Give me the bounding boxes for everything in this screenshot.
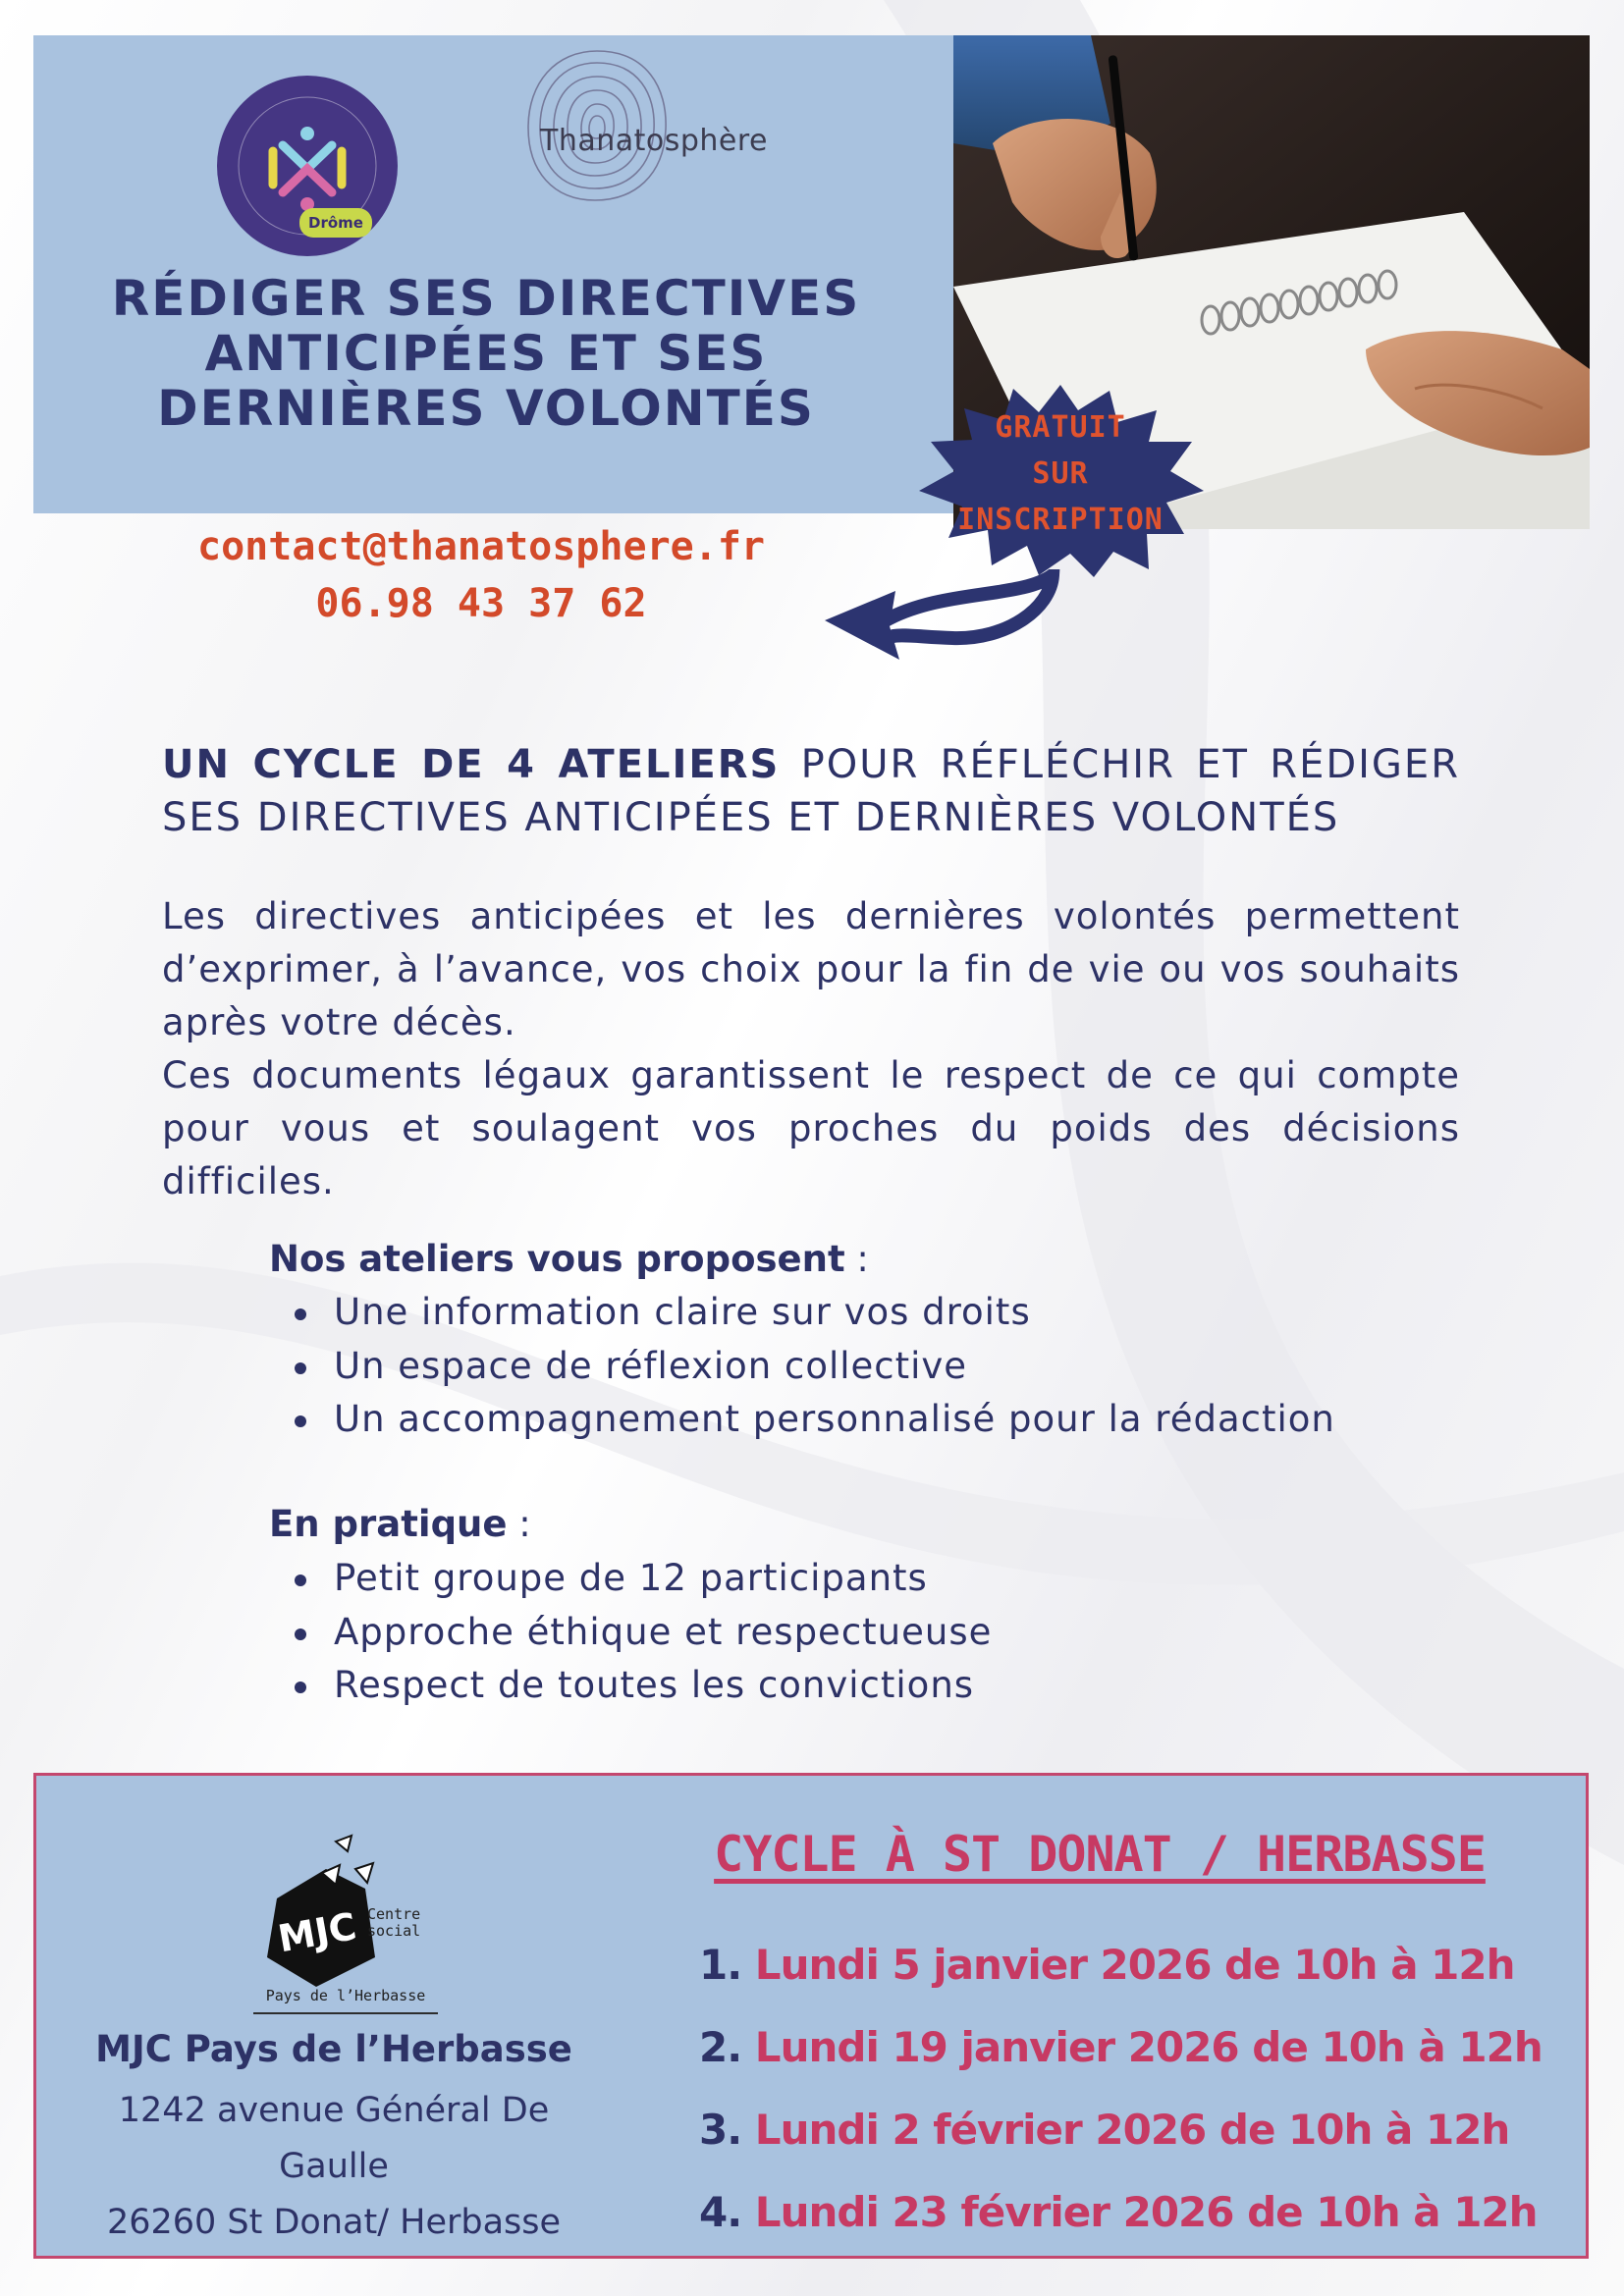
ateliers-list <box>291 1286 1335 1447</box>
session-text: Lundi 23 février 2026 de 10h à 12h <box>741 2188 1538 2236</box>
ateliers-heading <box>269 1233 869 1286</box>
badge-line: SUR <box>1032 456 1089 491</box>
session-text: Lundi 5 janvier 2026 de 10h à 12h <box>741 1941 1515 1989</box>
title-line: DERNIÈRES VOLONTÉS <box>157 380 815 437</box>
paragraph-line: difficiles. <box>162 1160 335 1202</box>
drome-badge: Drôme <box>299 208 372 238</box>
address-line: 1242 avenue Général De Gaulle <box>118 2091 550 2186</box>
session-number: 1. <box>699 1941 742 1989</box>
ateliers-heading-suffix: : <box>844 1238 869 1280</box>
intro-bold: UN CYCLE DE 4 ATELIERS <box>162 742 781 787</box>
pratique-list <box>291 1552 992 1713</box>
paragraph-line: après votre décès. <box>162 1001 516 1043</box>
session-number: 3. <box>699 2106 742 2154</box>
list-item: Une information claire sur vos droits <box>291 1286 1335 1340</box>
paragraph-1 <box>162 890 1460 1049</box>
list-item: Un espace de réflexion collective <box>291 1340 1335 1394</box>
contact-phone[interactable]: 06.98 43 37 62 <box>315 581 647 626</box>
session-date <box>699 2089 1543 2171</box>
session-number: 4. <box>699 2188 742 2236</box>
session-date <box>699 1924 1543 2006</box>
mjc-logo-mark: MJC <box>274 1904 360 1961</box>
centre-label: Centre <box>367 1905 421 1923</box>
session-text: Lundi 2 février 2026 de 10h à 12h <box>741 2106 1510 2154</box>
session-date <box>699 2006 1543 2089</box>
ateliers-heading-bold: Nos ateliers vous proposent <box>269 1238 845 1280</box>
centre-social-label <box>367 1906 420 1940</box>
pratique-heading-suffix: : <box>507 1503 531 1545</box>
contact-block <box>137 518 825 632</box>
mjc-name: MJC Pays de l’Herbasse <box>95 2028 572 2070</box>
pratique-heading <box>269 1498 531 1551</box>
list-item: Approche éthique et respectueuse <box>291 1606 992 1660</box>
title-line: RÉDIGER SES DIRECTIVES <box>111 270 861 327</box>
list-item: Un accompagnement personnalisé pour la rédaction <box>291 1393 1335 1447</box>
paragraph-2 <box>162 1049 1460 1208</box>
title-line: ANTICIPÉES ET SES <box>204 325 768 382</box>
paragraph-line: d’exprimer, à l’avance, vos choix pour la fin de vie ou vos souhaits <box>162 948 1460 990</box>
session-date <box>699 2171 1543 2254</box>
social-label: social <box>367 1922 421 1940</box>
mjc-logo-subtitle: Pays de l’Herbasse <box>265 1987 426 2004</box>
intro-line-1 <box>162 738 1460 791</box>
list-item: Respect de toutes les convictions <box>291 1659 992 1713</box>
intro-line-2: SES DIRECTIVES ANTICIPÉES ET DERNIÈRES VOLONTÉS <box>162 795 1340 840</box>
contact-email[interactable]: contact@thanatosphere.fr <box>197 524 765 569</box>
list-item: Petit groupe de 12 participants <box>291 1552 992 1606</box>
paragraph-line: Les directives anticipées et les dernières volontés permettent <box>162 895 1460 937</box>
paragraph-line: pour vous et soulagent vos proches du poids des décisions <box>162 1107 1460 1149</box>
intro-rest: POUR RÉFLÉCHIR ET RÉDIGER <box>780 742 1460 787</box>
main-title <box>59 271 913 436</box>
paragraph-line: Ces documents légaux garantissent le respect de ce qui compte <box>162 1054 1460 1096</box>
session-text: Lundi 19 janvier 2026 de 10h à 12h <box>741 2023 1543 2071</box>
address-line: 26260 St Donat/ Herbasse <box>106 2203 562 2242</box>
badge-line: INSCRIPTION <box>957 503 1164 537</box>
session-number: 2. <box>699 2023 742 2071</box>
mjc-logo-underline <box>253 2012 438 2014</box>
badge-line: GRATUIT <box>995 410 1126 445</box>
cycle-title: CYCLE À ST DONAT / HERBASSE <box>714 1826 1486 1883</box>
pratique-heading-bold: En pratique <box>269 1503 508 1545</box>
free-registration-badge-text <box>947 404 1173 543</box>
mjc-address <box>59 2083 609 2251</box>
session-dates-list <box>699 1924 1543 2254</box>
thanatosphere-logo-text: Thanatosphère <box>540 124 769 158</box>
curved-arrow-icon <box>805 569 1060 687</box>
